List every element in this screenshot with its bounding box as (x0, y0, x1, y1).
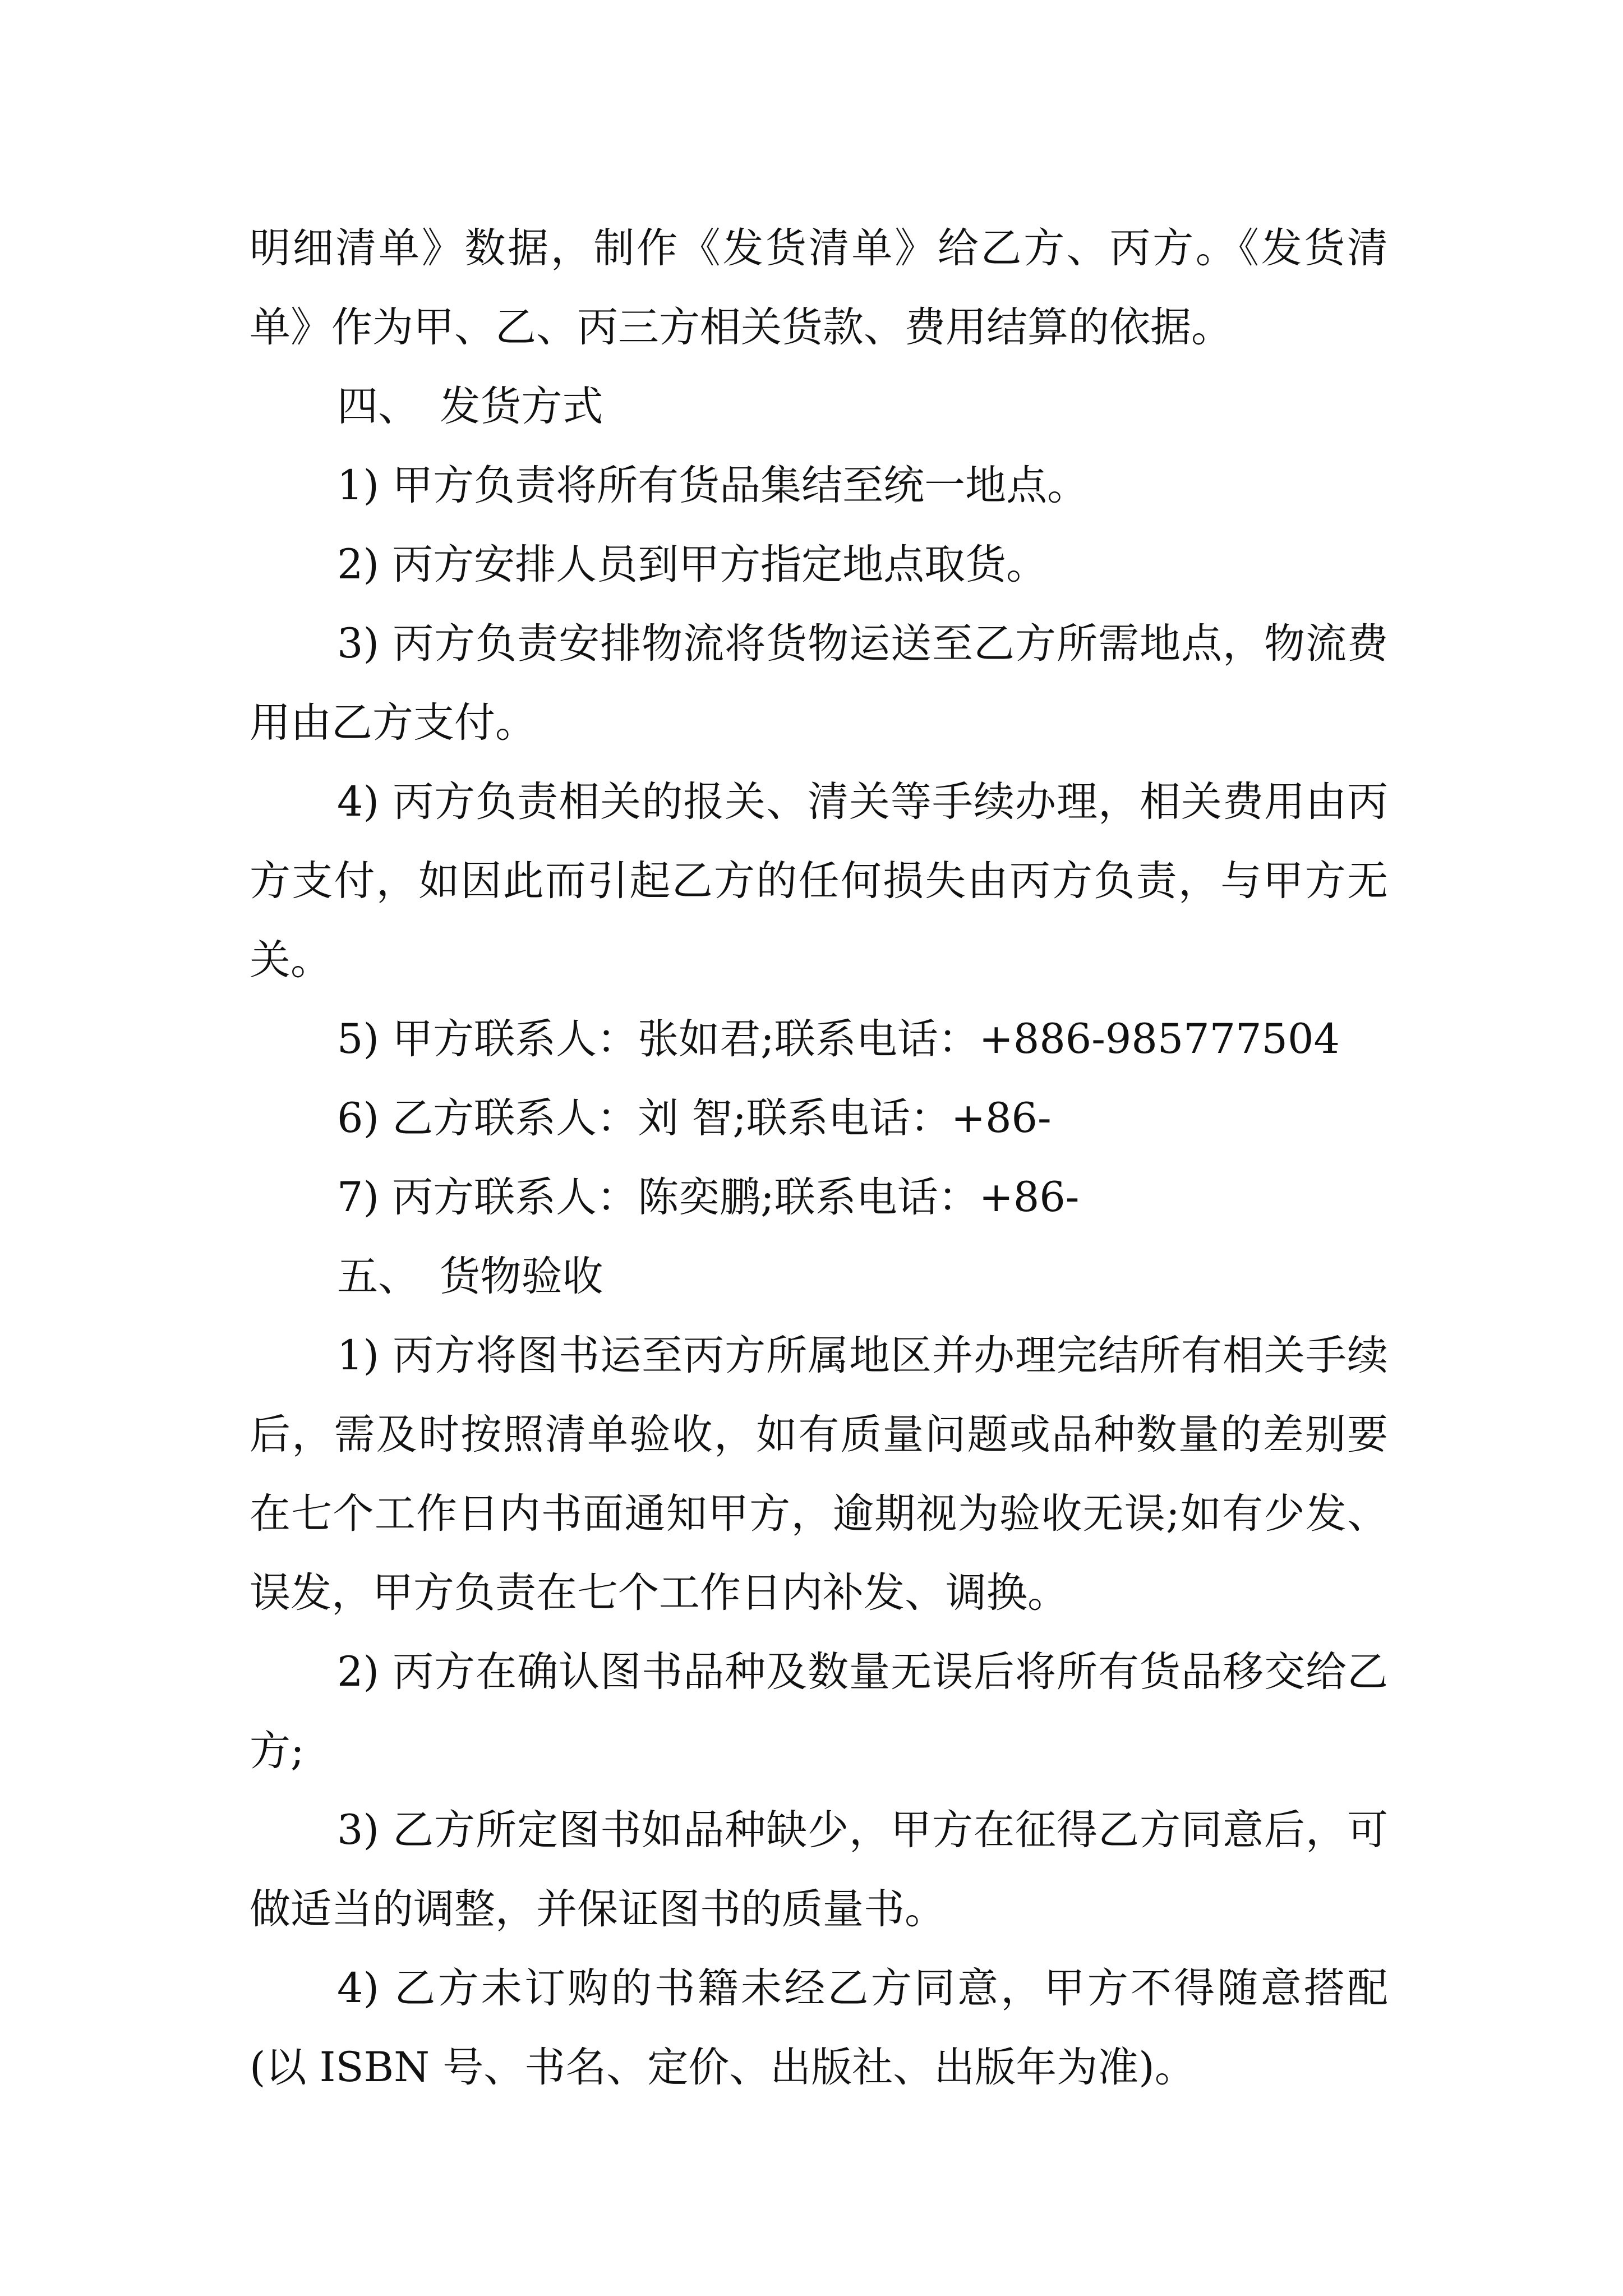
list-item: 2) 丙方安排人员到甲方指定地点取货。 (337, 541, 1048, 588)
list-item: 1) 丙方将图书运至丙方所属地区并办理完结所有相关手续后，需及时按照清单验收，如有质量问题或品种数量的差别要在七个工作日内书面通知甲方，逾期视为验收无误;如有少发、误发，甲方负责在七个工作日内补发、调换。 (250, 1332, 1388, 1617)
list-item: 3) 丙方负责安排物流将货物运送至乙方所需地点，物流费用由乙方支付。 (250, 620, 1388, 747)
list-item: 1) 甲方负责将所有货品集结至统一地点。 (337, 462, 1089, 509)
section-heading: 五、 货物验收 (337, 1253, 603, 1300)
list-item: 2) 丙方在确认图书品种及数量无误后将所有货品移交给乙方; (250, 1648, 1388, 1775)
section-heading: 四、 发货方式 (337, 383, 603, 430)
list-item: 7) 丙方联系人：陈奕鹏;联系电话：+86- (337, 1174, 1080, 1221)
list-item: 5) 甲方联系人：张如君;联系电话：+886-985777504 (337, 1015, 1340, 1063)
document-page (250, 209, 1388, 2107)
list-item: 4) 乙方未订购的书籍未经乙方同意，甲方不得随意搭配(以 ISBN 号、书名、定价、出版社、出版年为准)。 (250, 1964, 1388, 2091)
paragraph: 明细清单》数据，制作《发货清单》给乙方、丙方。《发货清单》作为甲、乙、丙三方相关货款、费用结算的依据。 (250, 224, 1388, 351)
list-item: 4) 丙方负责相关的报关、清关等手续办理，相关费用由丙方支付，如因此而引起乙方的任何损失由丙方负责，与甲方无关。 (250, 778, 1388, 984)
list-item: 3) 乙方所定图书如品种缺少，甲方在征得乙方同意后，可做适当的调整，并保证图书的质量书。 (250, 1806, 1388, 1933)
list-item: 6) 乙方联系人：刘 智;联系电话：+86- (337, 1094, 1052, 1142)
